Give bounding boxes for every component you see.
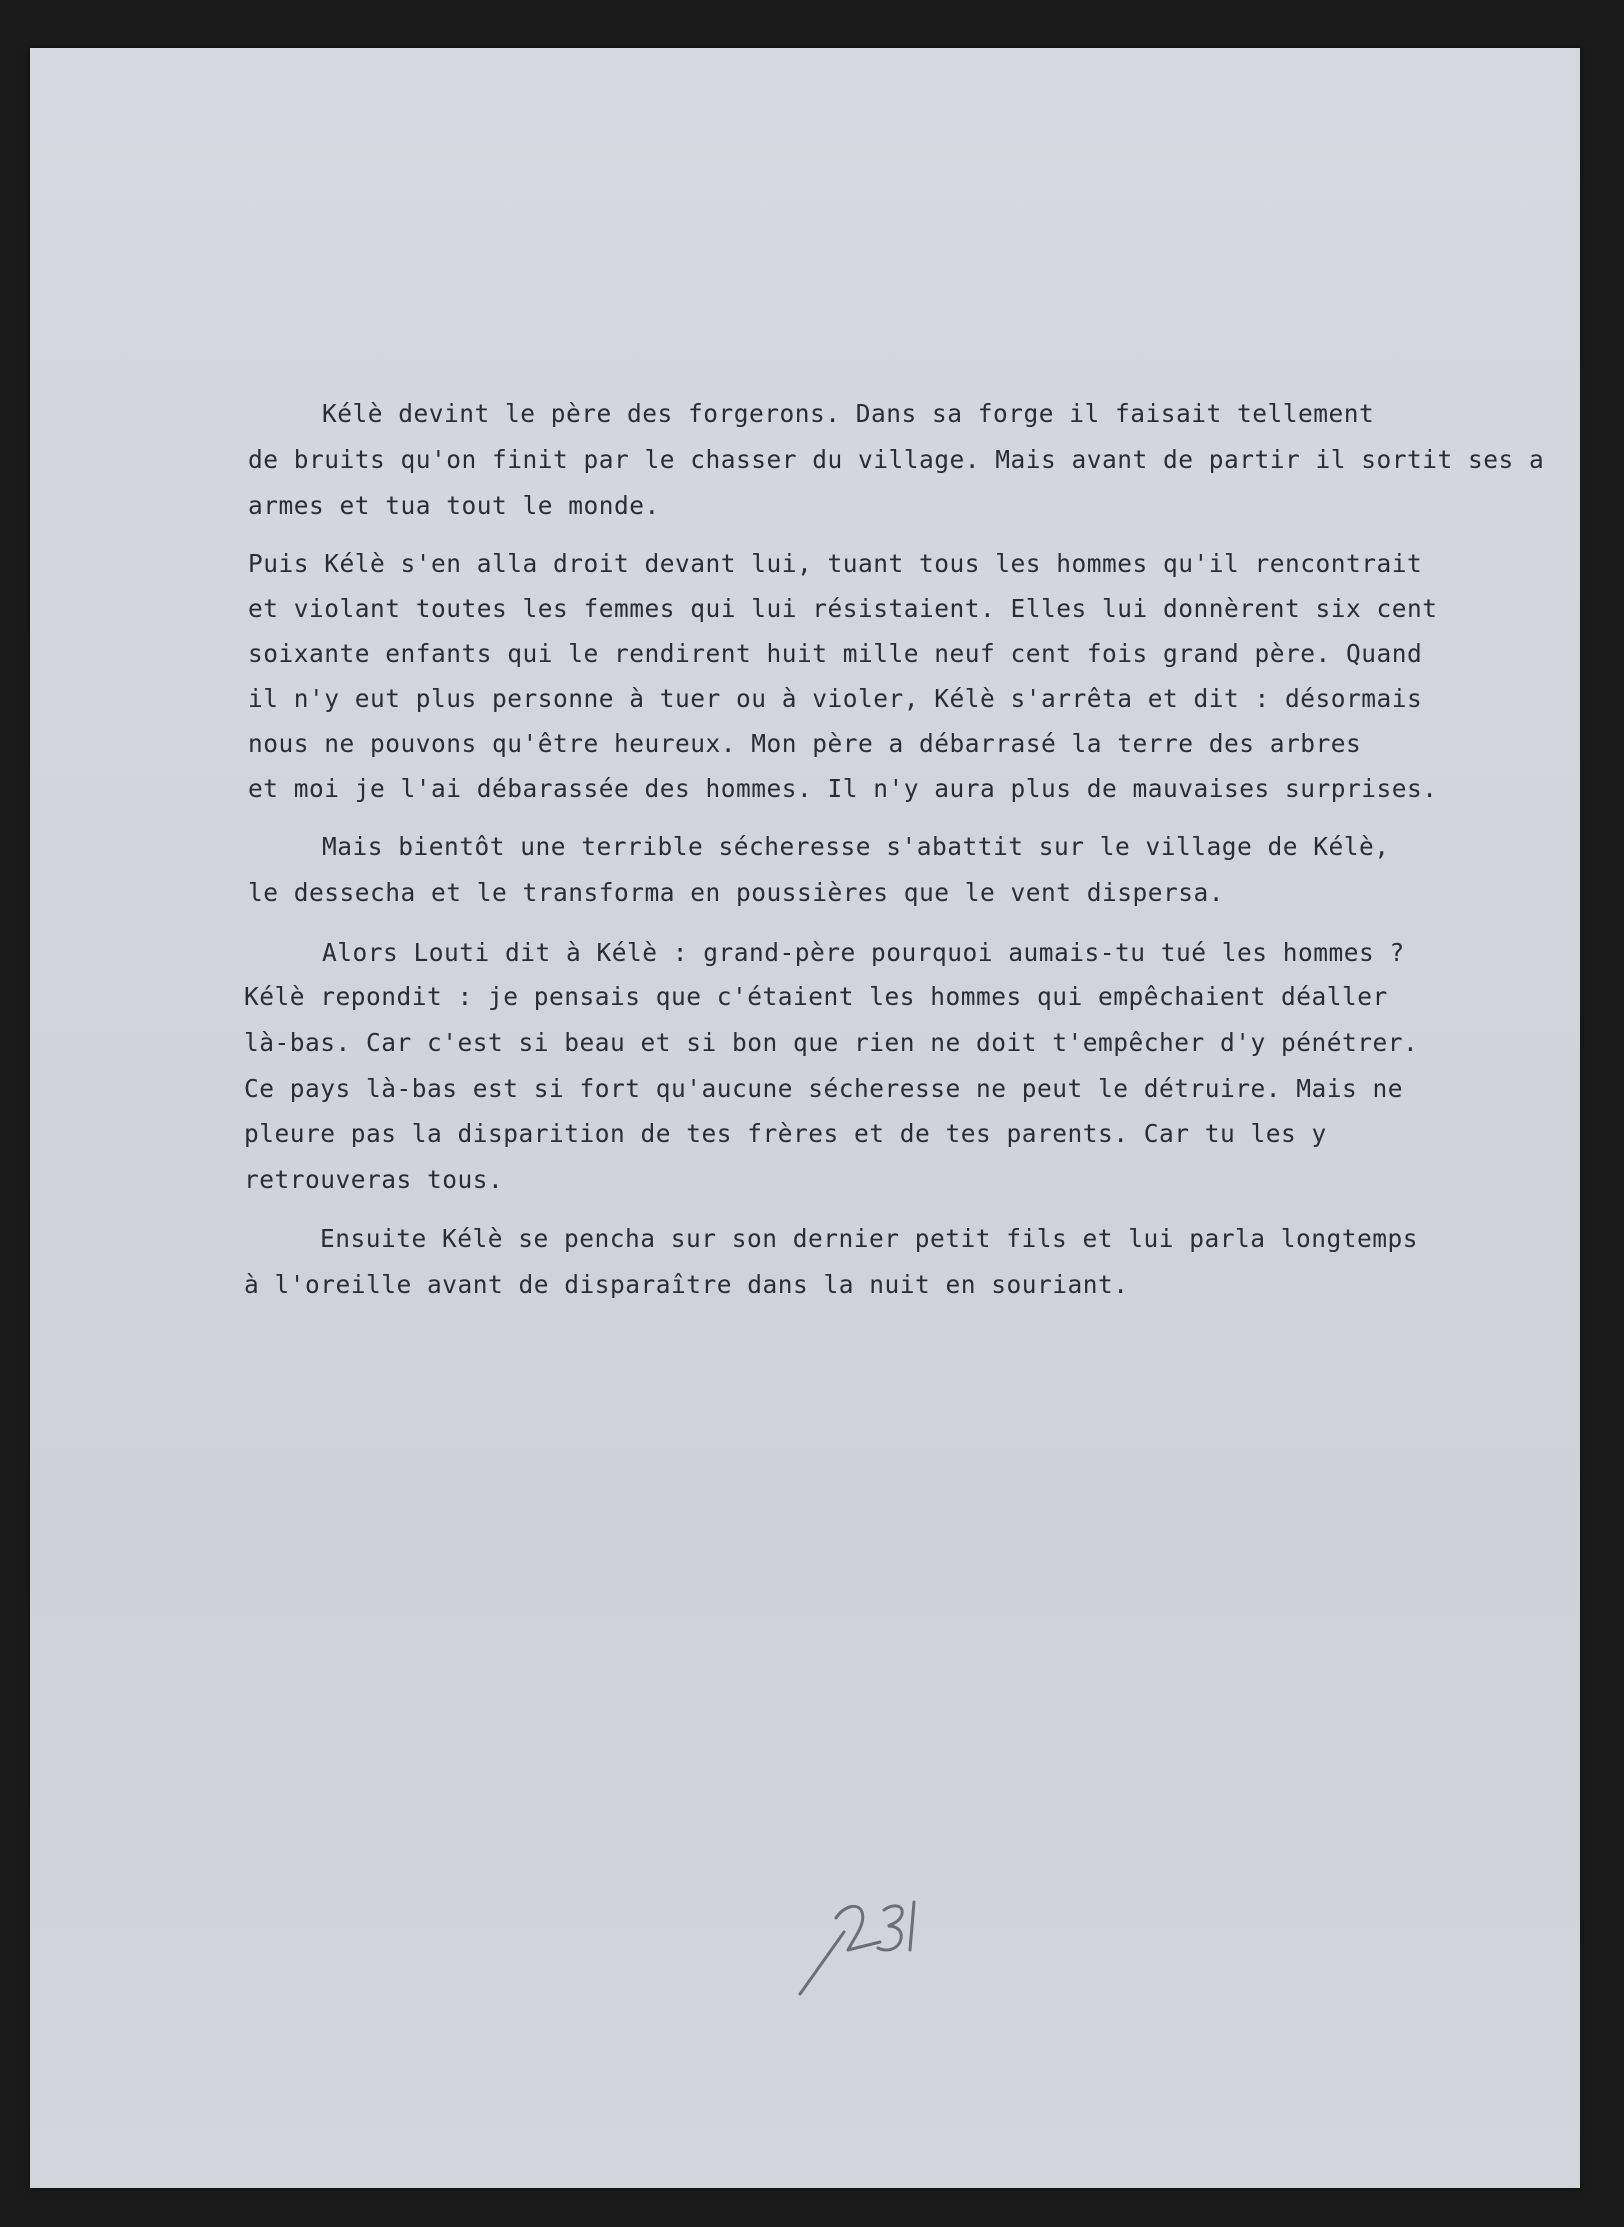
text-line: et violant toutes les femmes qui lui résistaient. Elles lui donnèrent six cent <box>248 594 1438 623</box>
text-line: armes et tua tout le monde. <box>248 491 660 520</box>
text-line: Kélè repondit : je pensais que c'étaient les hommes qui empêchaient déaller <box>244 982 1388 1011</box>
text-line: Mais bientôt une terrible sécheresse s'abattit sur le village de Kélè, <box>322 832 1390 861</box>
text-line: il n'y eut plus personne à tuer ou à violer, Kélè s'arrêta et dit : désormais <box>248 684 1423 713</box>
text-line: soixante enfants qui le rendirent huit mille neuf cent fois grand père. Quand <box>248 639 1423 668</box>
text-line: Puis Kélè s'en alla droit devant lui, tuant tous les hommes qu'il rencontrait <box>248 549 1423 578</box>
text-line: le dessecha et le transforma en poussières que le vent dispersa. <box>248 878 1225 907</box>
text-line: là-bas. Car c'est si beau et si bon que rien ne doit t'empêcher d'y pénétrer. <box>244 1028 1419 1057</box>
text-line: Alors Louti dit à Kélè : grand-père pourquoi aumais-tu tué les hommes ? <box>322 938 1405 967</box>
text-line: Ensuite Kélè se pencha sur son dernier petit fils et lui parla longtemps <box>320 1224 1419 1253</box>
text-line: Kélè devint le père des forgerons. Dans sa forge il faisait tellement <box>322 399 1375 428</box>
text-line: Ce pays là-bas est si fort qu'aucune sécheresse ne peut le détruire. Mais ne <box>244 1074 1404 1103</box>
text-line: à l'oreille avant de disparaître dans la nuit en souriant. <box>244 1270 1129 1299</box>
text-line: de bruits qu'on finit par le chasser du village. Mais avant de partir il sortit ses a <box>248 445 1545 474</box>
text-line: retrouveras tous. <box>244 1165 504 1194</box>
handwritten-page-number <box>792 1892 962 2002</box>
text-line: nous ne pouvons qu'être heureux. Mon père a débarrasé la terre des arbres <box>248 729 1362 758</box>
text-line: pleure pas la disparition de tes frères et de tes parents. Car tu les y <box>244 1119 1327 1148</box>
text-line: et moi je l'ai débarassée des hommes. Il n'y aura plus de mauvaises surprises. <box>248 774 1438 803</box>
typed-page <box>30 48 1580 2188</box>
